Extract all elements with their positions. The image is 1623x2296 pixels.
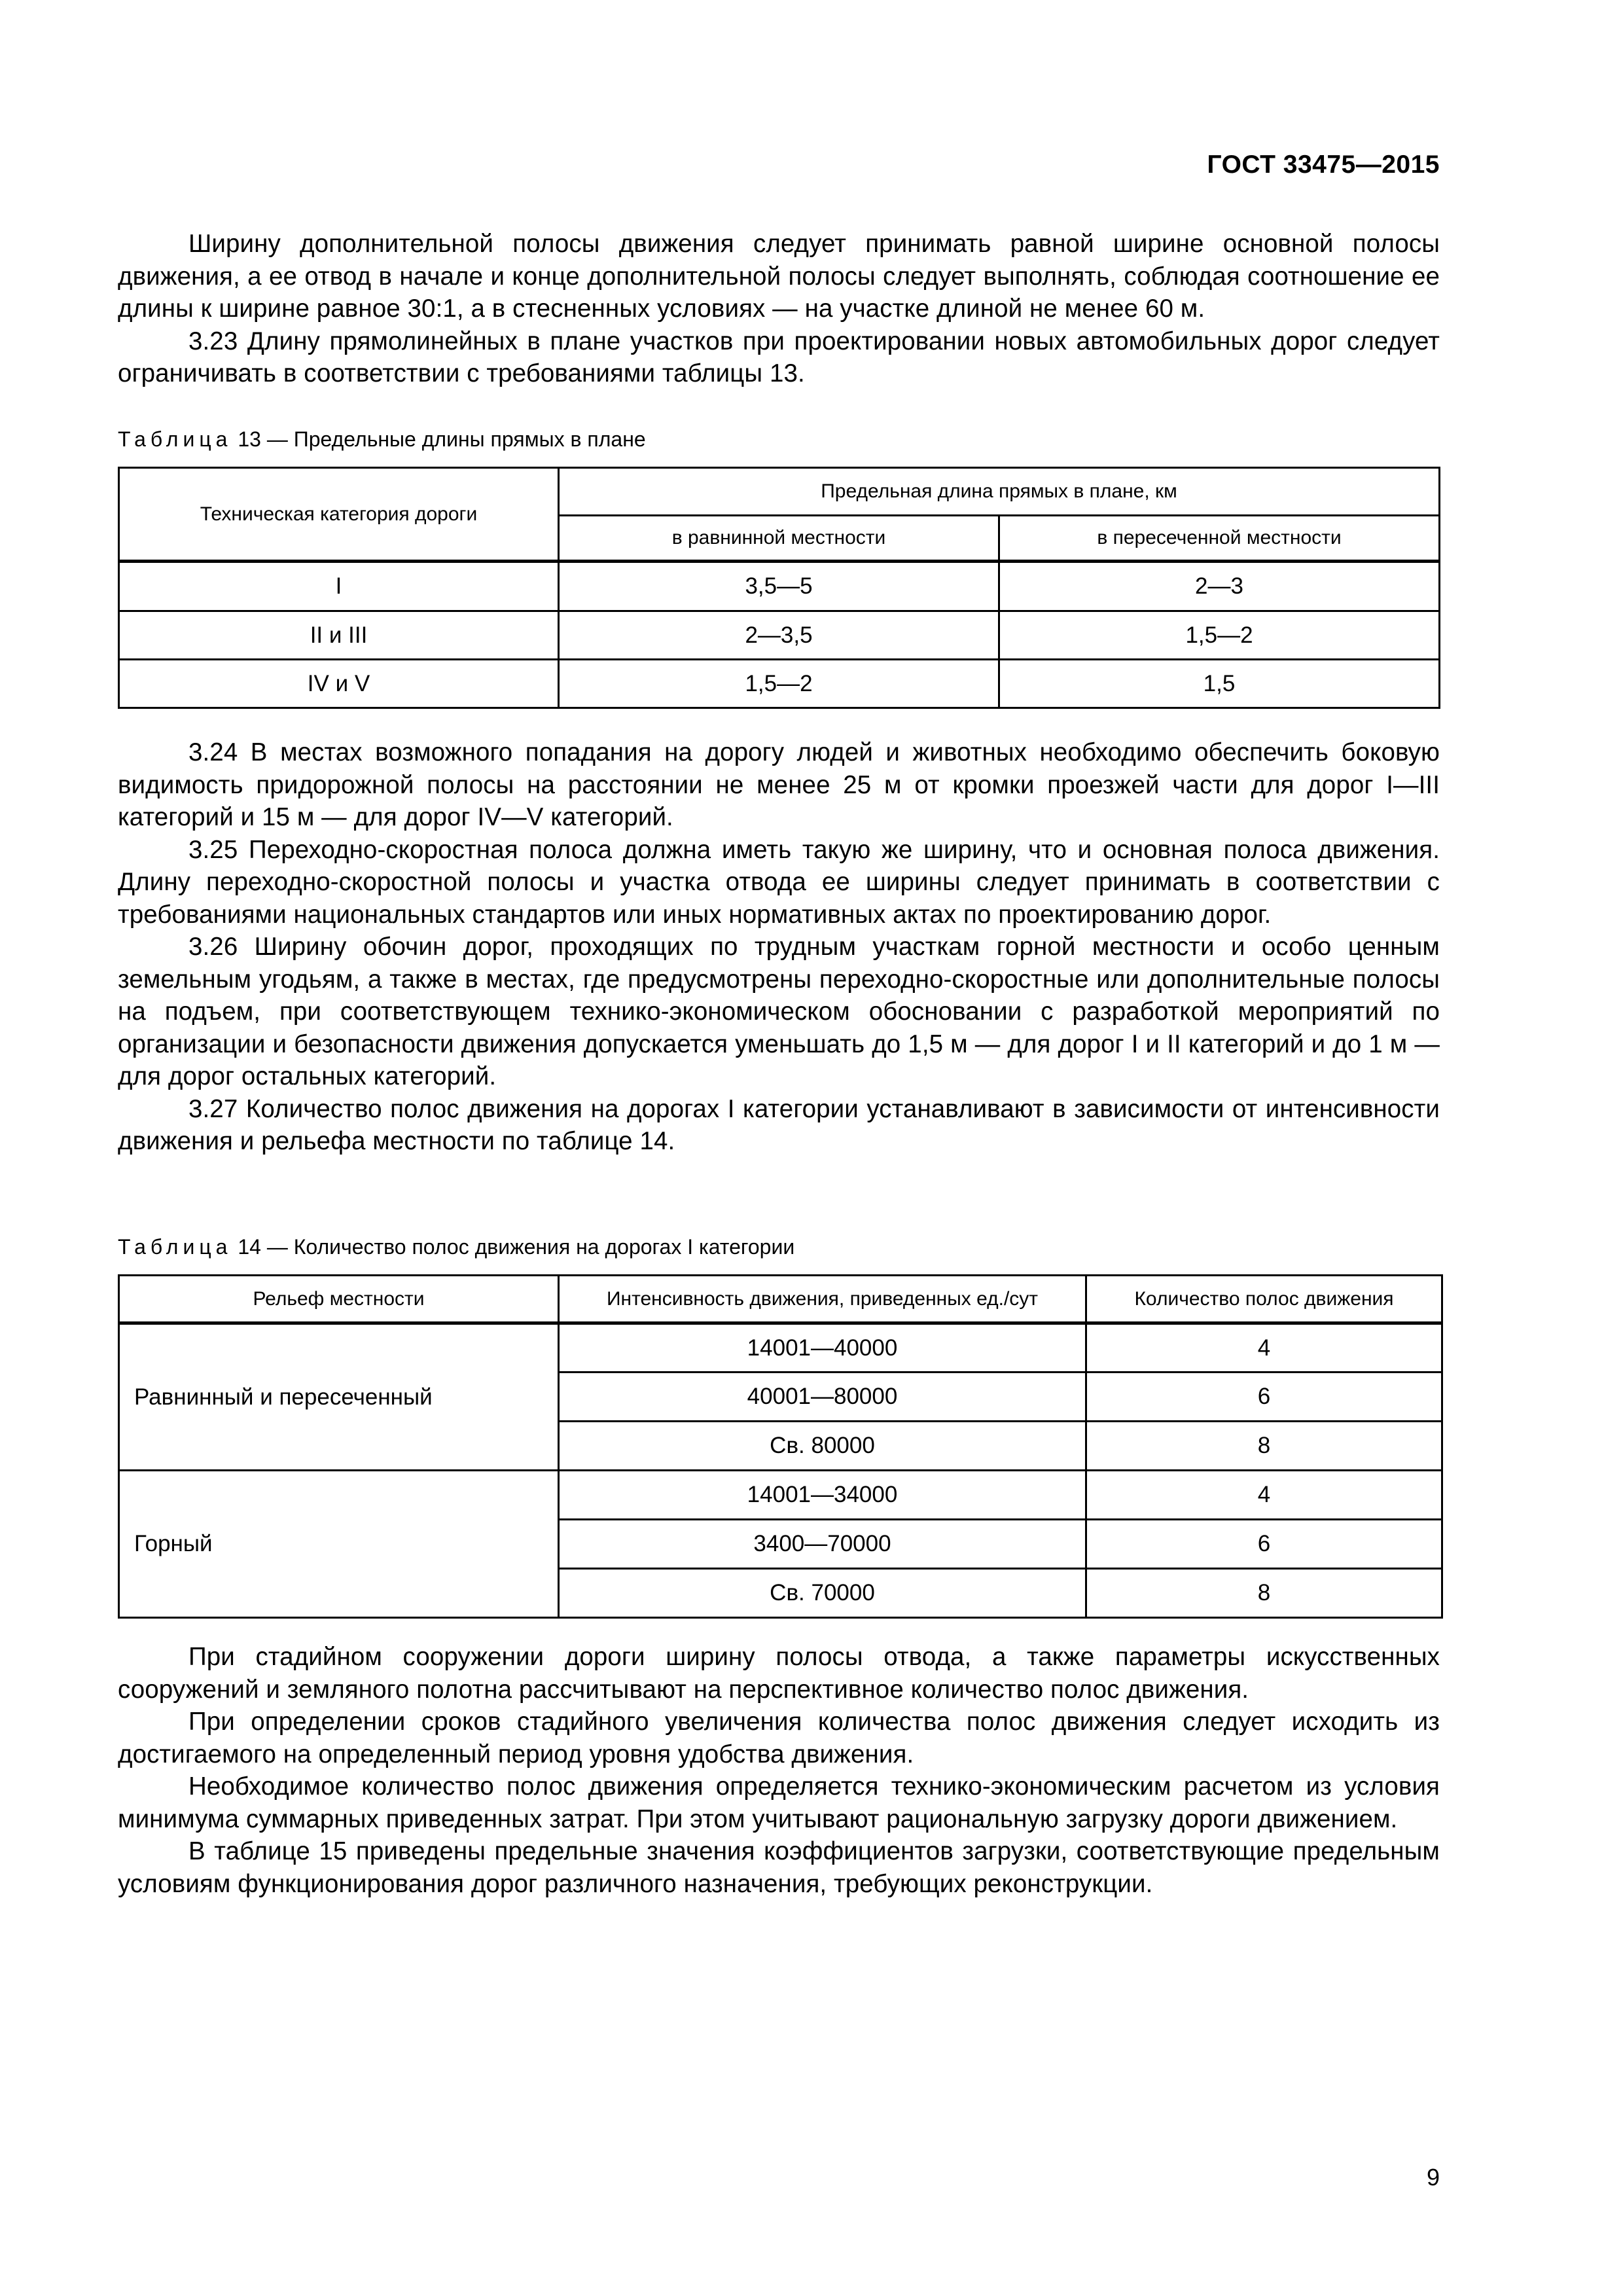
paragraph: Необходимое количество полос движения определяется технико-экономическим расчетом из условия минимума суммарных приведенных затрат. При этом учитывают рациональную загрузку дороги движением. bbox=[118, 1772, 1440, 1833]
text-block-top bbox=[118, 228, 1440, 390]
cell-relief: Горный bbox=[119, 1471, 559, 1618]
cell-relief: Равнинный и пересеченный bbox=[119, 1323, 559, 1471]
table-row bbox=[119, 1471, 1442, 1520]
cell-intensity: Св. 80000 bbox=[559, 1422, 1086, 1471]
table-row bbox=[119, 660, 1440, 708]
cell-plain: 3,5—5 bbox=[559, 562, 999, 611]
paragraph-3-23: 3.23 Длину прямолинейных в плане участков при проектировании новых автомобильных дорог следует ограничивать в соответствии с требованиями таблицы 13. bbox=[118, 327, 1440, 387]
cell-intensity: 40001—80000 bbox=[559, 1372, 1086, 1422]
table-row bbox=[119, 611, 1440, 660]
cell-intensity: 14001—40000 bbox=[559, 1323, 1086, 1372]
cell-plain: 2—3,5 bbox=[559, 611, 999, 660]
cell-lanes: 8 bbox=[1086, 1569, 1442, 1618]
cell-lanes: 6 bbox=[1086, 1520, 1442, 1569]
header-relief: Рельеф местности bbox=[119, 1276, 559, 1323]
table-13 bbox=[118, 467, 1440, 709]
cell-category: IV и V bbox=[119, 660, 559, 708]
header-lanes: Количество полос движения bbox=[1086, 1276, 1442, 1323]
paragraph: При стадийном сооружении дороги ширину полосы отвода, а также параметры искусственных сооружений и земляного полотна рассчитывают на перспективное количество полос движения. bbox=[118, 1643, 1440, 1704]
paragraph-3-27: 3.27 Количество полос движения на дорогах I категории устанавливают в зависимости от интенсивности движения и рельефа местности по таблице 14. bbox=[118, 1094, 1440, 1155]
caption-text: 13 — Предельные длины прямых в плане bbox=[232, 427, 646, 451]
cell-lanes: 4 bbox=[1086, 1323, 1442, 1372]
paragraph-3-26: 3.26 Ширину обочин дорог, проходящих по трудным участкам горной местности и особо ценным земельным угодьям, а также в местах, где предусмотрены переходно-скоростные или дополнительные полосы на подъем, при соответствующем технико-экономическом обосновании с разработкой мероприятий по организации и безопасности движения допускается уменьшать до 1,5 м — для дорог I и II категорий и до 1 м — для дорог остальных категорий. bbox=[118, 933, 1440, 1090]
table-13-caption bbox=[118, 426, 1440, 452]
paragraph: В таблице 15 приведены предельные значения коэффициентов загрузки, соответствующие предельным условиям функционирования дорог различного назначения, требующих реконструкции. bbox=[118, 1837, 1440, 1898]
paragraph: Ширину дополнительной полосы движения следует принимать равной ширине основной полосы движения, а ее отвод в начале и конце дополнительной полосы следует выполнять, соблюдая соотношение ее длины к ширине равное 30:1, а в стесненных условиях — на участке длиной не менее 60 м. bbox=[118, 230, 1440, 323]
header-category: Техническая категория дороги bbox=[119, 468, 559, 562]
cell-intensity: Св. 70000 bbox=[559, 1569, 1086, 1618]
cell-rough: 1,5—2 bbox=[999, 611, 1440, 660]
text-block-bottom bbox=[118, 1641, 1440, 1900]
paragraph: При определении сроков стадийного увеличения количества полос движения следует исходить из достигаемого на определенный период уровня удобства движения. bbox=[118, 1708, 1440, 1768]
header-limit: Предельная длина прямых в плане, км bbox=[559, 468, 1440, 516]
cell-rough: 1,5 bbox=[999, 660, 1440, 708]
header-intensity: Интенсивность движения, приведенных ед./сут bbox=[559, 1276, 1086, 1323]
cell-rough: 2—3 bbox=[999, 562, 1440, 611]
caption-word: Таблица bbox=[118, 427, 232, 451]
cell-category: I bbox=[119, 562, 559, 611]
cell-lanes: 6 bbox=[1086, 1372, 1442, 1422]
caption-text: 14 — Количество полос движения на дорогах I категории bbox=[232, 1235, 795, 1259]
cell-intensity: 3400—70000 bbox=[559, 1520, 1086, 1569]
table-row bbox=[119, 1323, 1442, 1372]
document-header: ГОСТ 33475—2015 bbox=[1207, 151, 1440, 179]
page-number: 9 bbox=[1426, 2164, 1440, 2191]
cell-intensity: 14001—34000 bbox=[559, 1471, 1086, 1520]
cell-lanes: 4 bbox=[1086, 1471, 1442, 1520]
caption-word: Таблица bbox=[118, 1235, 232, 1259]
header-rough: в пересеченной местности bbox=[999, 516, 1440, 562]
table-row bbox=[119, 562, 1440, 611]
paragraph-3-24: 3.24 В местах возможного попадания на дорогу людей и животных необходимо обеспечить боковую видимость придорожной полосы на расстоянии не менее 25 м от кромки проезжей части для дорог I—III категорий и 15 м — для дорог IV—V категорий. bbox=[118, 738, 1440, 831]
paragraph-3-25: 3.25 Переходно-скоростная полоса должна иметь такую же ширину, что и основная полоса движения. Длину переходно-скоростной полосы и участка отвода ее ширины следует принимать в соответствии с требованиями национальных стандартов или иных нормативных актах по проектированию дорог. bbox=[118, 835, 1440, 929]
cell-plain: 1,5—2 bbox=[559, 660, 999, 708]
table-14 bbox=[118, 1274, 1443, 1619]
cell-category: II и III bbox=[119, 611, 559, 660]
text-block-middle bbox=[118, 736, 1440, 1158]
cell-lanes: 8 bbox=[1086, 1422, 1442, 1471]
header-plain: в равнинной местности bbox=[559, 516, 999, 562]
table-14-caption bbox=[118, 1234, 1440, 1260]
